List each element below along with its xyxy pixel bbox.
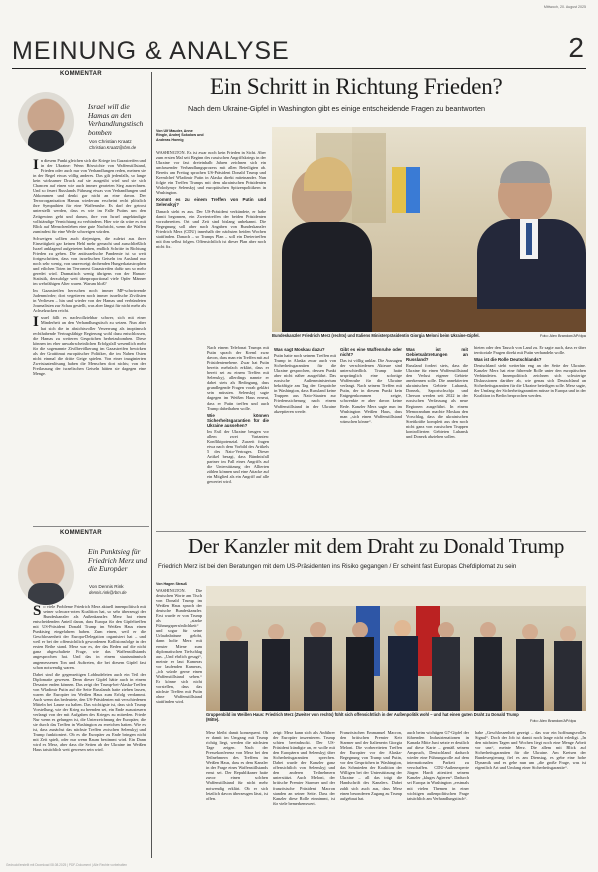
article1-answer-5b: bieten oder den Tausch von Land zu. Er sagte auch, dass er über territoriale Fragen direkt mit Putin verhandeln wolle.: [474, 345, 586, 356]
commentary2-para-1: So viele Probleme Friedrich Merz aktuell innenpolitisch mit seiner schwarz-roten Koalition hat, so sehr überzeugt der Bundeskanzler als Außenkanzler. Merz hat einen entscheidenden Anteil daran, dass Europa für den Gipfeltreffen mit US-Präsident Donald Trump im Weißen Haus einen Punktsieg eingefahren haben. Zum einen, weil er die Geschlossenheit der Europa-Delegation organisiert hat – und weil er bei der offensichtlich gewordenen Kollisionsfolge in der ersten Reihe stand. Merz war es, der das Reden auf die nicht ganz abgeschaltete Frage, wie das Waffenstillstands angesprochen hat. Und das in einem staatsmännisch angemessenen Ton und Auftreten, die bei diesem Gipfel fast schon notwendig waren.: [33, 604, 146, 670]
article1-byline: Von Ulf Mauder, Anne Ringle, Andrej Sokolow und Andreas Hoenig: [156, 129, 204, 142]
page-number: 2: [568, 32, 584, 63]
article1-question-6: Was ist die Rolle Deutschlands?: [474, 357, 542, 363]
article1-subheadline: Nach dem Ukraine-Gipfel in Washington gibt es einige entscheidende Fragen zu beantworten: [188, 104, 485, 113]
commentary1-para-3: Im Gazastreifen herrschen noch immer MP-schwirrende Judenmörder; dort vegetieren noch immer israelische Zivilisten in Verliesen – hin und wieder von der Hamas und verbündeten Journalisten zur Schau gestellt, was aber längst für nicht mehr als Achselzucken reicht.: [33, 288, 146, 314]
commentary2-email: dennis.rink@rbm.de: [89, 590, 127, 595]
commentary2-kicker: KOMMENTAR: [60, 530, 102, 536]
article1-col-1-lower: [207, 150, 269, 265]
article1-col-6: [474, 345, 586, 527]
article1-question-4: Gibt es eine Waffenruhe oder nicht?: [340, 347, 402, 358]
article2-text-1: WASHINGTON. Die deutschen Worte am Tisch von Donald Trump im Weißen Haus sprach der deutsche Bundeskanzler. Erst wurde er von Trump als „starke Führungspersönlichkeit“ und sogar für seine Urlaubsbräune gelobt, dann holte Merz mit ernster Miene zum diplomatischen Tiefschlag aus. „Und ehrlich gesagt“, meinte er laut Kameras vor laufenden Kameras, „ich würde gerne einen Waffenstillstand sehen.“ Er könne sich nicht vorstellen, dass das nächste Treffen mit Putin ohne Waffenstillstand stattfinden wird.: [156, 588, 202, 705]
article2-text-2: Merz bleibt damit konsequent. Ob er damit im Umgang mit Trump richtig liegt, werden die nächsten Tage zeigen. Nach der Pressekonferenz von Merz bei den Teilnehmern des Treffens im Weißen Haus, dass es dem Kanzler in der Frage eines Waffenstillstands ernst sei. Der Republikaner hatte zuvor einen solchen Waffenstillstand für nicht mehr notwendig erklärt. Ob er sich letztlich davon überzeugen lässt, ist offen.: [206, 730, 268, 801]
commentary1-kicker: KOMMENTAR: [60, 71, 102, 77]
article-separator: [156, 531, 586, 532]
commentary1-headline: Israel will die Hamas an den Verhandlungstisch bomben: [88, 102, 144, 137]
article2-headline: Der Kanzler mit dem Draht zu Donald Trump: [188, 534, 565, 558]
commentary1-author: Von Christian Kraatz: [89, 139, 132, 144]
article1-col-4: [340, 345, 402, 527]
issue-date: Mittwoch, 20. August 2025: [543, 5, 586, 9]
section-title: MEINUNG & ANALYSE: [12, 37, 290, 65]
article2-byline: Von Hagen Strauß: [156, 582, 187, 586]
commentary1-para-4: Israel fällt es nachvollziehbar schwer, sich mit einer Minderheit an den Verhandlungstisch zu setzen. Nun aber hat sich die in absichtsvoller Verzerrung als inoptimsch rechthabende Vertragsfähige Regierung wohl dazu entschlossen, die Hamas zu weiteren Gesprächen herbeizubomben. Diese können im eher unwahrscheinlichen Erfolgsfall wesentlich mehr für die sogenannte Zivilbevölkerung im Gazastreifen bewirken als der Grattitmut europäischer Politiker, die im Nahen Osten nicht einmal die dritte Geige spielen. Von einer imaginierten Zweistaatenlösung haben die Menschen dort nichts; von der Freilassung der israelischen Geiseln hätten sie dagegen eine Menge.: [33, 314, 146, 376]
commentary2-author-photo: [18, 545, 74, 605]
article1-headline: Ein Schritt in Richtung Frieden?: [210, 74, 503, 99]
article1-question-1: Kommt es zu einem Treffen von Putin und Selenskyj?: [156, 197, 266, 208]
article1-answer-2: Im Exil der Ukraine beugen vor allem zwei Varianten: Konfliktpotenzial. Zurzeit fragen etwa nach dem Vorbild des Artikels 5 des Nato-Vertrages. Dieser Artikel besagt, dass Bündnisfall partner im Fall eines Angriffs auf die Unterstützung der Allierten zählen können und eine Attacke auf ein Mitglied als ein Angriff auf alle gewertet wird.: [207, 428, 269, 485]
article1-question-2: Wie können Sicherheitsgarantien für die Ukraine aussehen?: [207, 412, 269, 428]
article1-col-2: [207, 345, 269, 527]
article1-answer-1: Danach sieht es aus. Der US-Präsident verkündete, er habe damit begonnen, ein Zweiertreffen der beiden Präsidenten vorzubereiten. Ort und Zeit sind bislang unbekannt. Die Begegnung soll aber nach Angaben von Bundeskanzler Friedrich Merz (CDU) innerhalb der nächsten beiden Wochen stattfinden. Danach – so Trumps Plan – soll ein Dreiertreffen mit ihm selbst folgen. Offensichtlich ist dieser Plan aber noch nicht fix.: [156, 208, 266, 249]
article1-question-3: Was sagt Moskau dazu?: [274, 347, 325, 352]
article2-photo-credit: Foto: Alex Brandon/AP/dpa: [530, 719, 576, 723]
left-column-divider: [151, 72, 152, 858]
article1-answer-6: Deutschland steht weiterhin eng an der Seite der Ukraine. Kanzler Merz hat eine führende Rolle unter den europäischen Verbündeten. Innenpolitisch zeichnen sich schwierige Diskussionen darüber ab, wie genau sich Deutschland an Sicherheitsgarantien für die Ukraine beteiligen solle. Merz sagte, der Umfang der Sicherheitsgarantien müsse in Europa und in der Koalition in Berlin besprochen werden.: [474, 363, 586, 399]
article1-col-5: [406, 345, 468, 527]
article1-photo: [272, 127, 586, 332]
article2-col-2: [206, 730, 268, 856]
commentary2-author: Von Dennis Rink: [89, 584, 124, 589]
article2-col-4: [340, 730, 402, 856]
commentary1-para-1: In diesem Punkt gleichen sich die Kriege im Gazastreifen und in der Ukraine: Wenn Böswichte von Waffenstillstand, Frieden oder auch nur von Verhandlungen reden, meinen sie in der Regel etwas völlig anderes. Das gilt jedenfalls, so lange kein wirksamer Druck auf sie ausgeübt wird und sie sich Chancen auf einen wie auch immer gearteten Sieg ausrechnen. Und so feuert Russlands Führung etwas von Verhandlungen und Abkommen und denkt gar nicht an eine davon. Der Terrororganisation Hamas wiederum erscheint recht plötzlich ihre Sympathien für eine Waffenruhe. Es darf der getrost unterstellt werden, dass es wie im Falle Putins um den Zeitgewinn geht und darum, ihre von Israel angekündigte vollständige Vernichtung zu verhindern. Hier wie da wäre es mit Blick auf Menschenleben eine gute Nachricht, wenn die Waffen zumindest für eine Weile schweigen würden.: [33, 158, 146, 234]
commentary1-author-photo: [18, 92, 74, 152]
article1-col-3: [274, 345, 336, 527]
article1-caption: Bundeskanzler Friedrich Merz (rechts) und Italiens Ministerpräsidentin Giorgia Meloni beim Ukraine-Gipfel.: [272, 333, 480, 338]
article2-text-4: Französischen Emmanuel Macron, den britischen Premier Keir Starmer und der Italienerin Giorgia Meloni. Die vorbereiteten Treffen der Europäer vor der Alaska-Begegnung von Trump und Putin, vor den Gesprächen in Washington, das Schmieden der Koalition der Willigen bei der Unterstützung der Ukraine – all das trägt die Handschrift des Kanzlers. Dabei zahlt sich auch aus, dass Merz einen besonderen Zugang zu Trump aufgebaut hat.: [340, 730, 402, 801]
article1-answer-1b: Nach einem Telefonat Trumps mit Putin sprach der Kreml zwar davon, dass man ein Treffen mit auf Präsidentenebene. Zwar hat Putin bereits mehrfach erklärt, dass er bereit sei zu einem Treffen mit Selenskyj, allerdings nannte er dabei stets als Bedingung, dass grundlegende Fragen vorab geklärt sein müssten. Selenskyj sagte dagegen im Weißen Haus erneut, dass er Putin treffen und auch Trump dabeihaben wolle.: [207, 345, 269, 411]
article2-col-6: [475, 730, 586, 856]
article2-text-3: zeigt: Merz kann sich als Anführer der Europäer inszenieren. Trump schien beeindruckt. Der US-Präsident kündigte an, er wolle mit den Europäern und Selenskyj über Sicherheitsgarantien sprechen. Dabei wurde der Kanzler ganz offensichtlich von Selenskyj und den anderen Teilnehmern unterstützt. Auch Meloni, der britische Premier Starmer und der französische Präsident Macron standen an seiner Seite. Dass der Kanzler diese Rolle einnimmt, ist für viele bemerkenswert.: [273, 730, 335, 806]
article2-col-5: [407, 730, 469, 856]
article2-caption: Gruppenbild im Weißen Haus: Friedrich Merz (Zweiter von rechts) fühlt sich offensichtlich in der Außenpolitik wohl – und hat einen guten Draht zu Donald Trump (Mitte).: [206, 712, 519, 722]
article2-subheadline: Friedrich Merz ist bei den Beratungen mit dem US-Präsidenten ins Risiko gegangen / Er scheint fast Europas Chefdiplomat zu sein: [158, 563, 517, 570]
article1-question-5: Was ist mit Gebietsabtretungen an Russland?: [406, 347, 468, 363]
commentary2-para-2: Dabei sind die gegenseitigen Lobhudeleien auch ein Teil der Diplomatie gewesen. Denn dieser Gipfel hätte auch in einem Desaster enden können. Das zeigt der Trump-bei-Alaska-Treffen von Wladimir Putin auf die Seite Russlands hatte ziehen lassen, waren die Europäer im Weißen Haus zum Erfolg verdammt. Auch wenn das bedeutete, den US-Präsidenten mit verschiedenen Mitteln bei Laune zu halten. Das wichtigste ist, dass sich Trump Vorstellung, wie der Krieg zu beenden sei, ein Ende zuzusteuern verlangt von der mit Aufgaben des Krieges zu mitreden. Friede Nur wenn es gelungen ist, die Unterzeichnung der Europäer, die sie durch das Treffen in Washington zu erreichen hatten. Wie es ist, dass zunächst das nächste Treffen zwischen Selenskyj und Trump funktioniert. Ob es die Europäer zu Ende bringen nicht mit Zeit spielt, oder nur wenn Raum bestimmt wird. Ein Dann wird es Merz, aber dass die Seiten ab der Ukraine im Weißen Haus tatsächlich weit gewesen sein wird.: [33, 671, 146, 753]
article2-text-6: habe „Geschlossenheit gezeigt – das war ein hoffnungsvolles Signal“. Doch der Job ist damit noch lange nicht erledigt. „In den nächsten Tagen und Wochen liegt noch eine Menge Arbeit vor uns“, meinte Merz. Die allem mit Blick auf Sicherheitsgarantien für die Ukraine. Am Kreisen der Bundesregierung fiel es am Dienstag, es gebe eine hohe Dynamik und es gehe nun um „die große Frage, was ist eigentlich Art und Umfang einer Sicherheitsgarantie“.: [475, 730, 586, 771]
article1-intro: WASHINGTON. Es ist zwar noch kein Frieden in Sicht. Aber zum ersten Mal seit Beginn des russischen Angriffskriegs in der Ukraine vor fast dreieinhalb Jahren zeichnen sich ein umfassender Verhandlungsprozess mit allen Beteiligten ab. Bereits am Freitag sprachen US-Präsident Donald Trump und Kremlchef Wladimir Putin in Alaska direkt miteinander. Nun folgte ein Treffen Trumps mit dem ukrainischen Präsidenten Wolodymyr Selenskyj und europäischen Spitzenpolitikern in Washington.: [156, 150, 266, 196]
article1-answer-4: Das ist völlig unklar. Die Aussagen der verschiedenen Akteure sind unterschiedlich. Trump hatte ursprünglich eine sofortige Waffenruhe für die Ukraine verlangt. Nach seinem Treffen mit Putin, der in diesem Punkt kein Entgegenkommen zeigte, schwenkte er aber davon keine Rede. Kanzler Merz sagte nun im Washington Weißen Haus, dass man „sich einen Waffenstillstand wünschen könne“.: [340, 358, 402, 424]
print-footer: Gedruckt/erstellt mit Download 08.08.2025 | PDF-Dokument | Alle Rechte vorbehalten: [6, 863, 128, 867]
article2-text-5: auch beim wichtigen G7-Gipfel der führenden Industrienationen in Kanada Mitte Juni setzte er deutlich auf diese Karte – gemäß seinem Anspruch, Deutschland dadurch wieder eine Führungsrolle auf dem internationalen Parkett zu verschaffen. CDU-Außenexperte Jürgen Hardt attestiert seinem Kanzler „kluges Agieren“. Dadurch sei Europa in Washington „erstmals mit vielen Themen in einer wichtigen außenpolitischen Frage tatsächlich am Verhandlungstisch“.: [407, 730, 469, 801]
article1-col-2b: [156, 345, 203, 527]
commentary1-email: Christian.Kraatz@rbm.de: [89, 145, 137, 150]
masthead-rule: [12, 68, 586, 69]
article1-answer-5: Russland fordert stets, dass die Ukraine für einen Waffenstillstand den Verlust eigener Gebiete anerkennen solle. Die annektierten ukrainischen Gebiete Luhansk, Donezk, Saporischschja und Cherson werden seit 2022 in der russischen Verfassung als neue Regionen ausgeführt. In einem Memorandum machte Moskau den Vorschlag, dass die ukrainischen Streitkräfte komplett aus den noch nicht ganz von russischen Truppen kontrollierten Gebieten Luhansk und Donezk abziehen sollen.: [406, 363, 468, 439]
commentary1-body: [33, 158, 146, 516]
article1-photo-credit: Foto: Alex Brandon/AP/dpa: [540, 334, 586, 338]
article1-answer-3: Putin hatte noch seinem Treffen mit Trump in Alaska zwar auch von Sicherheitsgarantien für die Ukraine gesprochen, dessen Punkt aber nicht näher ausgeführt. Das russische Außenministerium bekräftigte am Tag der Gespräche in Washington, dass Russland keine Truppen aus Nato-Staaten zur Friedenssicherung nach einem Waffenstillstand in der Ukraine akzeptieren werde.: [274, 353, 336, 414]
commentary1-para-2: Schweigen sollten auch diejenigen, die zuletzt aus ihrer Einseitigkeit gar keinen Hehl mehr gemacht und ausschließlich Israel anklagend aufgetreten haben, endlich Schritte in Richtung Frieden zu gehen. Die antiisraelische Pandemie ist so weit fortgeschritten, dass von israelischen Geiseln im Ausland nur noch sehr wenig, von unzerweigt drohenden Hungerkatastrophen und etlichen Toten im Terrornest Gazastreifen dafür um so mehr geredet wird. Dramatisch wenig übrigens von der Hamas-Statistik, derzufolge weit überproportional viele Opfer Männer im wehrfähigen Alter waren. Warum bloß?: [33, 235, 146, 287]
article2-photo: [206, 586, 586, 711]
commentary-separator: [33, 526, 149, 527]
article2-col-1: [156, 588, 202, 856]
commentary2-body: [33, 604, 146, 854]
article2-col-3: [273, 730, 335, 856]
commentary2-headline: Ein Punktsieg für Friedrich Merz und die Europäer: [88, 547, 148, 573]
